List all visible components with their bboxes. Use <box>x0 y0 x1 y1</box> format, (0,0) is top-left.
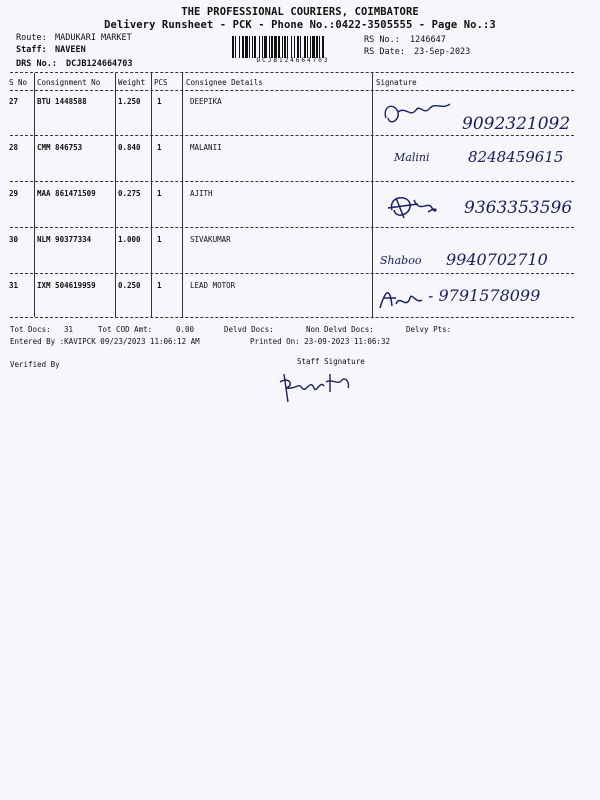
row-weight: 0.275 <box>118 189 141 198</box>
printed-on: Printed On: 23-09-2023 11:06:32 <box>250 337 390 346</box>
row-consignment: NLM 90377334 <box>37 235 92 244</box>
col-pcs: PCS <box>154 78 168 87</box>
row-pcs: 1 <box>157 143 162 152</box>
row-consignment: IXM 504619959 <box>37 281 96 290</box>
staff-signature-label: Staff Signature <box>297 357 365 366</box>
row-consignee: MALANII <box>190 143 222 152</box>
col-sno: S No <box>9 78 28 87</box>
tot-cod-value: 0.00 <box>176 325 195 334</box>
row-sno: 30 <box>9 235 19 244</box>
divider <box>10 90 574 91</box>
col-consignment: Consignment No <box>37 78 101 87</box>
non-delvd-docs-label: Non Delvd Docs: <box>306 325 374 334</box>
staff-signature-scribble <box>276 368 356 408</box>
column-divider <box>115 73 116 317</box>
rs-no-label: RS No.: <box>364 35 400 45</box>
signature-phone: - 9791578099 <box>428 286 541 305</box>
divider <box>10 317 574 318</box>
barcode-bars <box>232 36 354 58</box>
drs-value: DCJB124664703 <box>66 59 133 69</box>
tot-docs-value: 31 <box>64 325 74 334</box>
delvy-pts-label: Delvy Pts: <box>406 325 452 334</box>
col-consignee: Consignee Details <box>186 78 263 87</box>
divider <box>10 181 574 182</box>
signature-scribble <box>380 96 470 136</box>
row-sno: 28 <box>9 143 19 152</box>
signature-phone: 9940702710 <box>446 250 548 269</box>
divider <box>10 273 574 274</box>
barcode <box>232 36 354 62</box>
signature-phone: 9092321092 <box>462 114 571 134</box>
signature-phone: 9363353596 <box>464 198 573 218</box>
signature-scribble <box>384 190 444 224</box>
row-pcs: 1 <box>157 189 162 198</box>
row-weight: 0.840 <box>118 143 141 152</box>
drs-label: DRS No.: <box>16 59 57 69</box>
tot-cod-label: Tot COD Amt: <box>98 325 153 334</box>
row-consignee: LEAD MOTOR <box>190 281 236 290</box>
row-weight: 1.000 <box>118 235 141 244</box>
row-pcs: 1 <box>157 97 162 106</box>
company-title: THE PROFESSIONAL COURIERS, COIMBATORE <box>181 6 419 18</box>
rs-date-label: RS Date: <box>364 47 405 57</box>
entered-by: Entered By :KAVIPCK 09/23/2023 11:06:12 AM <box>10 337 200 346</box>
row-consignment: CMM 846753 <box>37 143 83 152</box>
signature-scribble <box>376 284 426 314</box>
row-consignment: BTU 1448588 <box>37 97 87 106</box>
row-sno: 31 <box>9 281 19 290</box>
signature-phone: 8248459615 <box>468 148 564 166</box>
tot-docs-label: Tot Docs: <box>10 325 51 334</box>
route-value: MADUKARI MARKET <box>55 33 132 43</box>
row-consignee: SIVAKUMAR <box>190 235 231 244</box>
column-divider <box>34 73 35 317</box>
barcode-text: DCJB124664703 <box>256 57 330 64</box>
divider <box>10 135 574 136</box>
col-signature: Signature <box>376 78 417 87</box>
row-sno: 29 <box>9 189 19 198</box>
route-label: Route: <box>16 33 47 43</box>
signature-name: Shaboo <box>380 254 422 267</box>
row-weight: 0.250 <box>118 281 141 290</box>
verified-by: Verified By <box>10 360 60 369</box>
row-sno: 27 <box>9 97 19 106</box>
column-divider <box>151 73 152 317</box>
row-pcs: 1 <box>157 281 162 290</box>
column-divider <box>372 73 373 317</box>
col-weight: Weight <box>118 78 146 87</box>
staff-label: Staff: <box>16 45 47 55</box>
rs-no-value: 1246647 <box>410 35 446 45</box>
row-consignee: AJITH <box>190 189 213 198</box>
row-weight: 1.250 <box>118 97 141 106</box>
delvd-docs-label: Delvd Docs: <box>224 325 274 334</box>
rs-date-value: 23-Sep-2023 <box>414 47 471 57</box>
row-consignee: DEEPIKA <box>190 97 222 106</box>
row-consignment: MAA 861471509 <box>37 189 96 198</box>
column-divider <box>182 73 183 317</box>
barcode-bar <box>324 36 325 58</box>
runsheet-title: Delivery Runsheet - PCK - Phone No.:0422-3505555 - Page No.:3 <box>104 19 496 31</box>
divider <box>10 227 574 228</box>
staff-value: NAVEEN <box>55 45 86 55</box>
row-pcs: 1 <box>157 235 162 244</box>
signature-name: Malini <box>394 151 430 164</box>
divider <box>10 72 574 73</box>
